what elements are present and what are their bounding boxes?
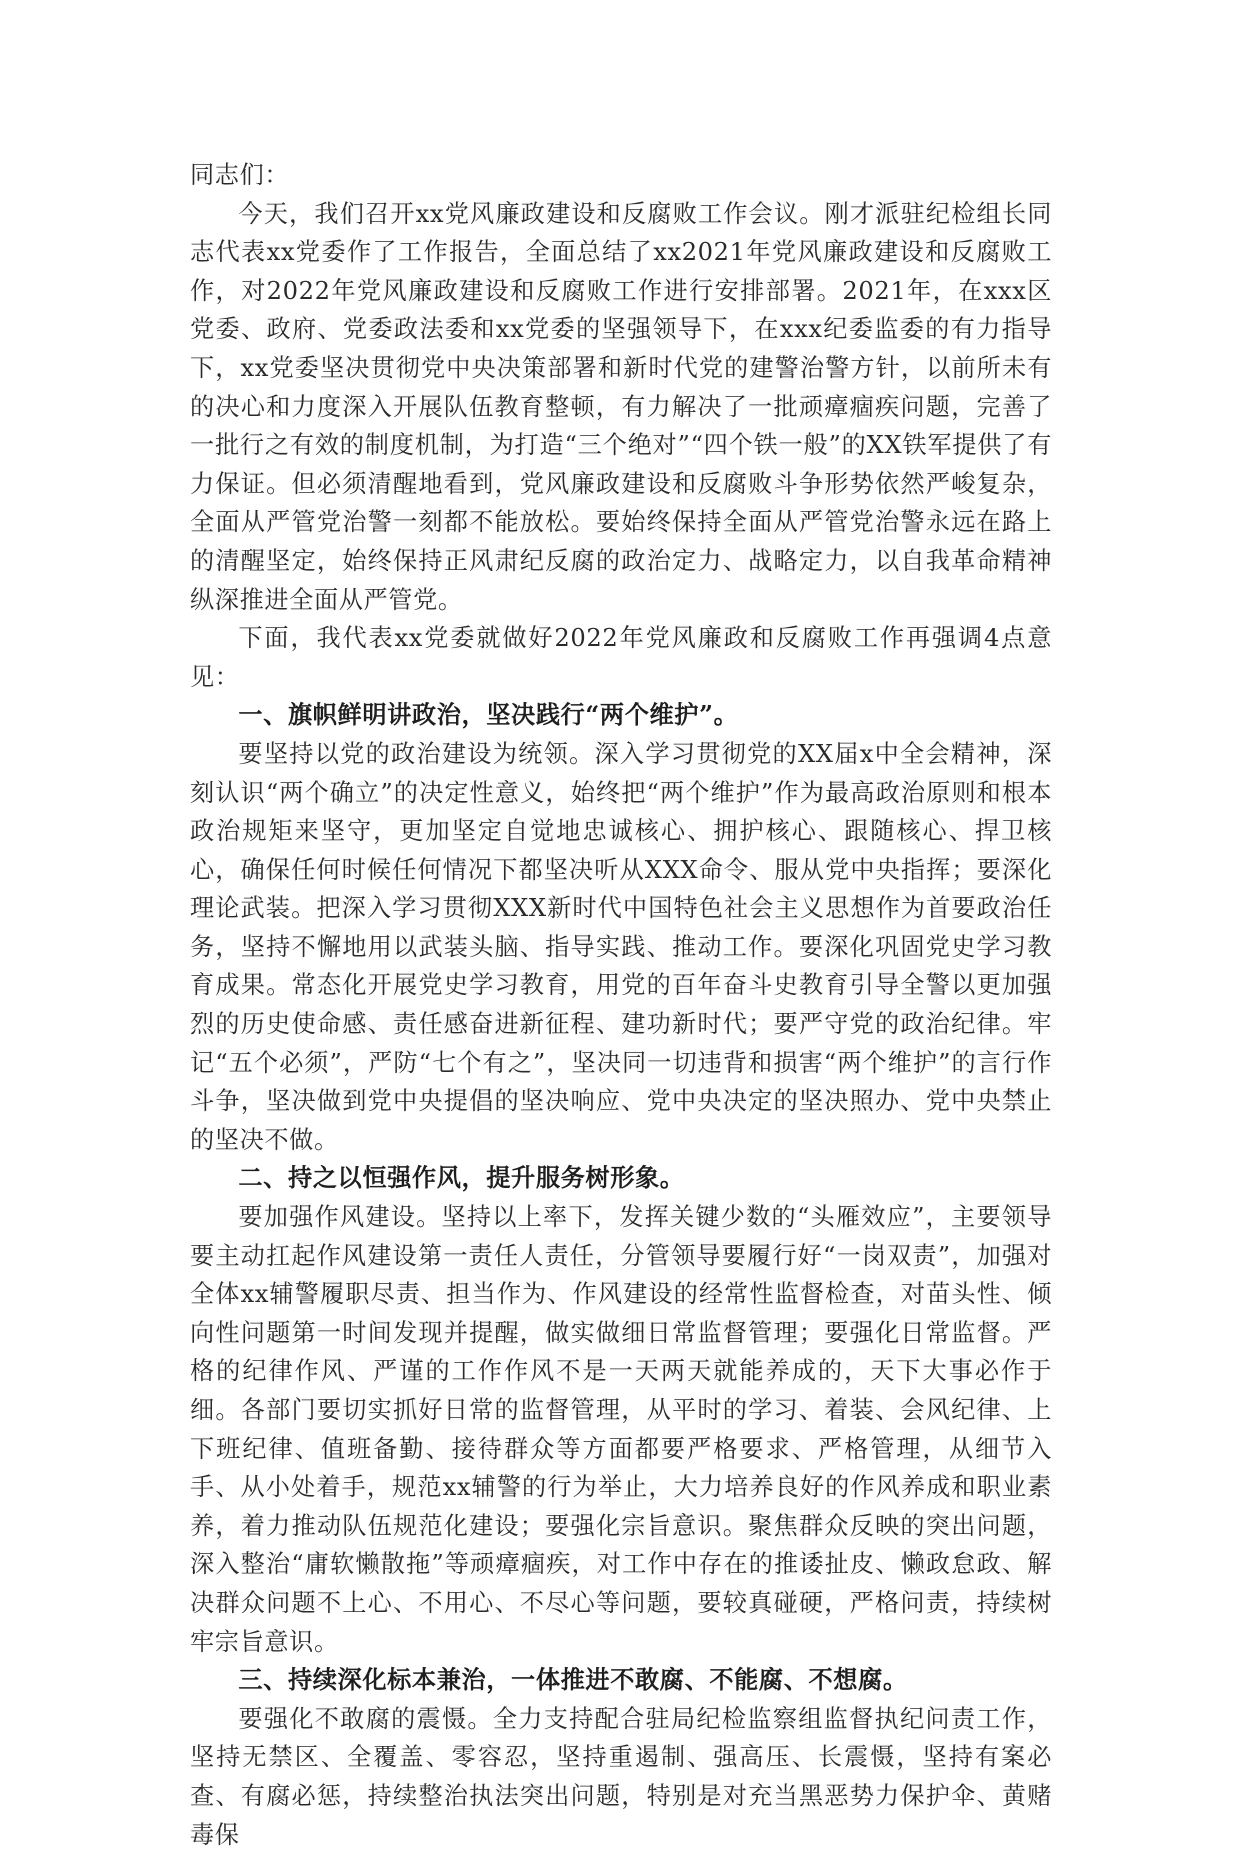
salutation: 同志们： <box>190 161 290 189</box>
section-heading-1: 一、旗帜鲜明讲政治，坚决践行“两个维护”。 <box>238 700 739 730</box>
section-heading-2: 二、持之以恒强作风，提升服务树形象。 <box>238 1163 685 1193</box>
transition-paragraph: 下面，我代表xx党委就做好2022年党风廉政和反腐败工作再强调4点意见： <box>190 624 1052 691</box>
section-body-2: 要加强作风建设。坚持以上率下，发挥关键少数的“头雁效应”，主要领导要主动扛起作风建设第一责任人责任，分管领导要履行好“一岗双责”，加强对全体xx辅警履职尽责、担当作为、作风建设的经常性监督检查，对苗头性、倾向性问题第一时间发现并提醒，做实做细日常监督管理；要强化日常监督。严格的纪律作风、严谨的工作作风不是一天两天就能养成的，天下大事必作于细。各部门要切实抓好日常的监督管理，从平时的学习、着装、会风纪律、上下班纪律、值班备勤、接待群众等方面都要严格要求、严格管理，从细节入手、从小处着手，规范xx辅警的行为举止，大力培养良好的作风养成和职业素养，着力推动队伍规范化建设；要强化宗旨意识。聚焦群众反映的突出问题，深入整治“庸软懒散拖”等顽瘴痼疾，对工作中存在的推诿扯皮、懒政怠政、解决群众问题不上心、不用心、不尽心等问题，要较真碰硬，严格问责，持续树牢宗旨意识。 <box>190 1203 1052 1656</box>
section-body-3: 要强化不敢腐的震慑。全力支持配合驻局纪检监察组监督执纪问责工作，坚持无禁区、全覆盖、零容忍，坚持重遏制、强高压、长震慑，坚持有案必查、有腐必惩，持续整治执法突出问题，特别是对充当黑恶势力保护伞、黄赌毒保 <box>190 1704 1052 1849</box>
document-page <box>190 156 1052 1854</box>
intro-paragraph: 今天，我们召开xx党风廉政建设和反腐败工作会议。刚才派驻纪检组长同志代表xx党委作了工作报告，全面总结了xx2021年党风廉政建设和反腐败工作，对2022年党风廉政建设和反腐败工作进行安排部署。2021年，在xxx区党委、政府、党委政法委和xx党委的坚强领导下，在xxx纪委监委的有力指导下，xx党委坚决贯彻党中央决策部署和新时代党的建警治警方针，以前所未有的决心和力度深入开展队伍教育整顿，有力解决了一批顽瘴痼疾问题，完善了一批行之有效的制度机制，为打造“三个绝对”“四个铁一般”的XX铁军提供了有力保证。但必须清醒地看到，党风廉政建设和反腐败斗争形势依然严峻复杂，全面从严管党治警一刻都不能放松。要始终保持全面从严管党治警永远在路上的清醒坚定，始终保持正风肃纪反腐的政治定力、战略定力，以自我革命精神纵深推进全面从严管党。 <box>190 199 1052 614</box>
section-body-1: 要坚持以党的政治建设为统领。深入学习贯彻党的XX届x中全会精神，深刻认识“两个确立”的决定性意义，始终把“两个维护”作为最高政治原则和根本政治规矩来坚守，更加坚定自觉地忠诚核心、拥护核心、跟随核心、捍卫核心，确保任何时候任何情况下都坚决听从XXX命令、服从党中央指挥；要深化理论武装。把深入学习贯彻XXX新时代中国特色社会主义思想作为首要政治任务，坚持不懈地用以武装头脑、指导实践、推动工作。要深化巩固党史学习教育成果。常态化开展党史学习教育，用党的百年奋斗史教育引导全警以更加强烈的历史使命感、责任感奋进新征程、建功新时代；要严守党的政治纪律。牢记“五个必须”，严防“七个有之”，坚决同一切违背和损害“两个维护”的言行作斗争，坚决做到党中央提倡的坚决响应、党中央决定的坚决照办、党中央禁止的坚决不做。 <box>190 739 1052 1154</box>
section-heading-3: 三、持续深化标本兼治，一体推进不敢腐、不能腐、不想腐。 <box>238 1665 908 1695</box>
